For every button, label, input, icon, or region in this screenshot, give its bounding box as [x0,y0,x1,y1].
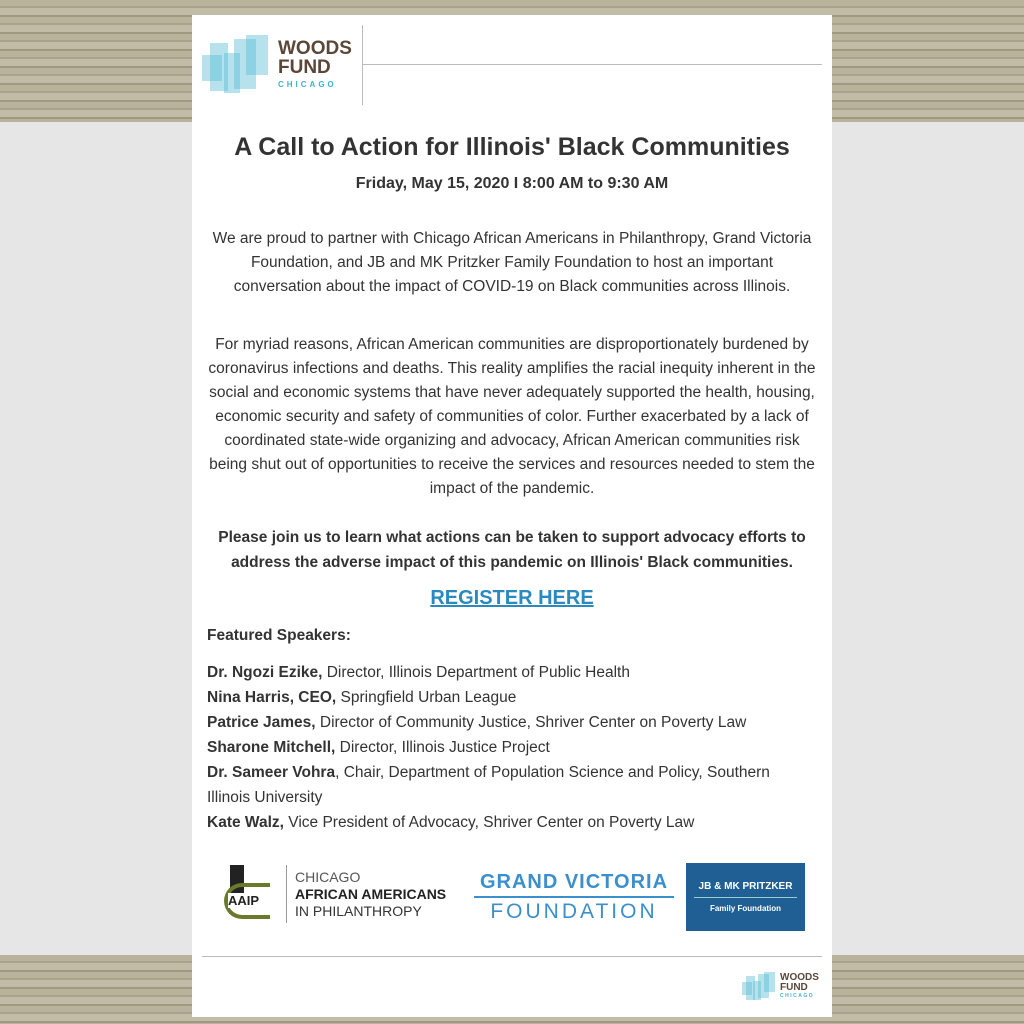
speaker-item [207,660,807,685]
footer-woods-fund-logo [742,972,819,1000]
logo-text: WOODS [278,38,352,59]
call-to-action-paragraph: Please join us to learn what actions can be taken to support advocacy efforts to address the adverse impact of this pandemic on Illinois' Black communities. [218,529,806,571]
pritzker-line: Family Foundation [709,904,782,913]
woods-fund-mark-icon [202,35,270,93]
logo-text: FUND [780,982,808,993]
logo-subtext: CHICAGO [780,993,815,999]
grand-victoria-logo [474,871,674,924]
speaker-item [207,685,807,710]
divider [202,956,822,957]
event-date: Friday, May 15, 2020 I 8:00 AM to 9:30 AM [355,175,669,192]
pritzker-line: JB & MK PRITZKER [694,881,797,898]
caaip-logo [224,865,446,923]
register-link[interactable]: REGISTER HERE [430,587,594,609]
caaip-line: AFRICAN AMERICANS [295,885,447,902]
divider [363,64,822,65]
sponsor-logos [192,863,832,931]
speaker-role: Director, Illinois Justice Project [335,739,550,756]
caaip-line: IN PHILANTHROPY [295,902,422,919]
logo-text: WOODS [780,972,819,983]
header [192,15,832,115]
speaker-item [207,810,807,835]
speaker-role: Springfield Urban League [336,689,517,706]
body-paragraph: For myriad reasons, African American communities are disproportionately burdened by coronavirus infections and deaths. This reality amplifies the racial inequity inherent in the social and economic systems that have never adequately supported the health, housing, economic security and safety of communities of color. Further exacerbated by a lack of coordinated state-wide organizing and advocacy, African American communities risk being shut out of opportunities to receive the services and resources needed to stem the impact of the pandemic. [208,336,816,497]
speaker-item [207,735,807,760]
speaker-name: Dr. Ngozi Ezike, [207,664,323,681]
speaker-name: Nina Harris, CEO, [207,689,337,706]
speaker-name: Dr. Sameer Vohra [207,764,336,781]
pritzker-logo [686,863,805,931]
woods-fund-logo [202,35,352,93]
woods-fund-mark-icon [742,972,776,1000]
page-title: A Call to Action for Illinois' Black Communities [234,133,790,161]
gvf-line: GRAND VICTORIA [474,871,674,898]
logo-subtext: CHICAGO [278,80,337,89]
speaker-name: Sharone Mitchell, [207,739,336,756]
chicago-skyline-icon [224,865,272,923]
speaker-role: Director, Illinois Department of Public Health [322,664,630,681]
speaker-role: Director of Community Justice, Shriver Center on Poverty Law [315,714,747,731]
speakers-heading: Featured Speakers: [207,627,351,644]
divider [362,25,363,105]
speaker-role: Vice President of Advocacy, Shriver Center on Poverty Law [283,814,695,831]
speaker-name: Patrice James, [207,714,316,731]
gvf-line: FOUNDATION [490,900,658,923]
caaip-badge: AAIP [228,893,260,908]
speaker-name: Kate Walz, [207,814,284,831]
speakers-list [207,660,807,835]
speaker-item [207,710,807,735]
speaker-item [207,760,807,810]
logo-text: FUND [278,57,331,78]
caaip-line: CHICAGO [295,868,361,885]
email-card [192,15,832,1017]
speaker-role: , Chair, Department of Population Science and Policy, Southern Illinois University [207,764,770,806]
intro-paragraph: We are proud to partner with Chicago African Americans in Philanthropy, Grand Victoria Foundation, and JB and MK Pritzker Family Foundation to host an important conversation about the impact of COVID-19 on Black communities across Illinois. [212,230,812,295]
